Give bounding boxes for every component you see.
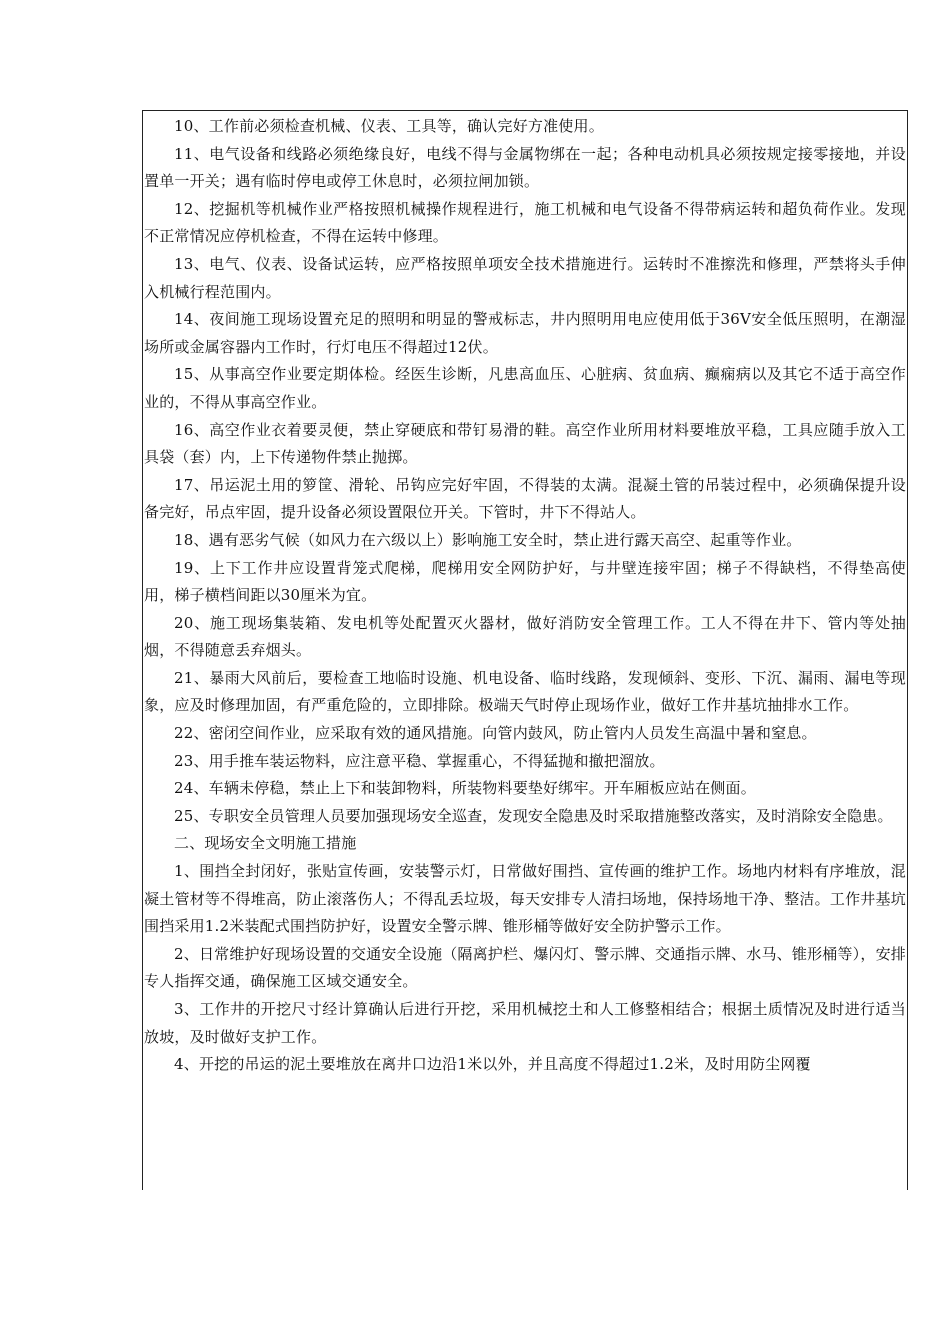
clause-11: 11、电气设备和线路必须绝缘良好，电线不得与金属物绑在一起；各种电动机具必须按规定接零接地，并设置单一开关；遇有临时停电或停工休息时，必须拉闸加锁。 bbox=[144, 144, 906, 191]
clause-13: 13、电气、仪表、设备试运转，应严格按照单项安全技术措施进行。运转时不准擦洗和修理，严禁将头手伸入机械行程范围内。 bbox=[144, 254, 906, 301]
clause-16: 16、高空作业衣着要灵便，禁止穿硬底和带钉易滑的鞋。高空作业所用材料要堆放平稳，工具应随手放入工具袋（套）内，上下传递物件禁止抛掷。 bbox=[144, 420, 906, 467]
section2-clause-1: 1、围挡全封闭好，张贴宣传画，安装警示灯，日常做好围挡、宣传画的维护工作。场地内材料有序堆放，混凝土管材等不得堆高，防止滚落伤人；不得乱丢垃圾，每天安排专人清扫场地，保持场地干净、整洁。工作井基坑围挡采用1.2米装配式围挡防护好，设置安全警示牌、锥形桶等做好安全防护警示工作。 bbox=[144, 862, 906, 936]
section2-clause-3: 3、工作井的开挖尺寸经计算确认后进行开挖，采用机械挖土和人工修整相结合；根据土质情况及时进行适当放坡，及时做好支护工作。 bbox=[144, 1000, 906, 1046]
clause-23: 23、用手推车装运物料，应注意平稳、掌握重心，不得猛抛和撤把溜放。 bbox=[174, 751, 665, 770]
clause-24: 24、车辆未停稳，禁止上下和装卸物料，所装物料要垫好绑牢。开车厢板应站在侧面。 bbox=[174, 779, 756, 798]
section2-clause-4: 4、开挖的吊运的泥土要堆放在离井口边沿1米以外，并且高度不得超过1.2米，及时用防尘网覆 bbox=[174, 1055, 811, 1074]
clause-21: 21、暴雨大风前后，要检查工地临时设施、机电设备、临时线路，发现倾斜、变形、下沉、漏雨、漏电等现象，应及时修理加固，有严重危险的，立即排除。极端天气时停止现场作业，做好工作井基坑抽排水工作。 bbox=[144, 668, 906, 715]
clause-19: 19、上下工作井应设置背笼式爬梯，爬梯用安全网防护好，与井壁连接牢固；梯子不得缺档，不得垫高使用，梯子横档间距以30厘米为宜。 bbox=[144, 558, 906, 605]
clause-18: 18、遇有恶劣气候（如风力在六级以上）影响施工安全时，禁止进行露天高空、起重等作业。 bbox=[174, 530, 802, 549]
clause-12: 12、挖掘机等机械作业严格按照机械操作规程进行，施工机械和电气设备不得带病运转和超负荷作业。发现不正常情况应停机检查，不得在运转中修理。 bbox=[144, 199, 906, 246]
clause-22: 22、密闭空间作业，应采取有效的通风措施。向管内鼓风，防止管内人员发生高温中暑和窒息。 bbox=[174, 724, 817, 743]
clause-25: 25、专职安全员管理人员要加强现场安全巡查，发现安全隐患及时采取措施整改落实，及时消除安全隐患。 bbox=[174, 806, 893, 825]
document-body bbox=[144, 113, 908, 1079]
clause-14: 14、夜间施工现场设置充足的照明和明显的警戒标志，井内照明用电应使用低于36V安全低压照明，在潮湿场所或金属容器内工作时，行灯电压不得超过12伏。 bbox=[144, 310, 906, 356]
clause-20: 20、施工现场集装箱、发电机等处配置灭火器材，做好消防安全管理工作。工人不得在井下、管内等处抽烟，不得随意丢弃烟头。 bbox=[144, 613, 906, 660]
clause-17: 17、吊运泥土用的箩筐、滑轮、吊钩应完好牢固，不得装的太满。混凝土管的吊装过程中，必须确保提升设备完好，吊点牢固，提升设备必须设置限位开关。下管时，井下不得站人。 bbox=[144, 475, 906, 522]
section2-clause-2: 2、日常维护好现场设置的交通安全设施（隔离护栏、爆闪灯、警示牌、交通指示牌、水马、锥形桶等），安排专人指挥交通，确保施工区域交通安全。 bbox=[144, 944, 906, 991]
section-heading: 二、现场安全文明施工措施 bbox=[174, 834, 357, 853]
clause-15: 15、从事高空作业要定期体检。经医生诊断，凡患高血压、心脏病、贫血病、癫痫病以及其它不适于高空作业的，不得从事高空作业。 bbox=[144, 365, 906, 411]
clause-10: 10、工作前必须检查机械、仪表、工具等，确认完好方准使用。 bbox=[174, 117, 604, 135]
